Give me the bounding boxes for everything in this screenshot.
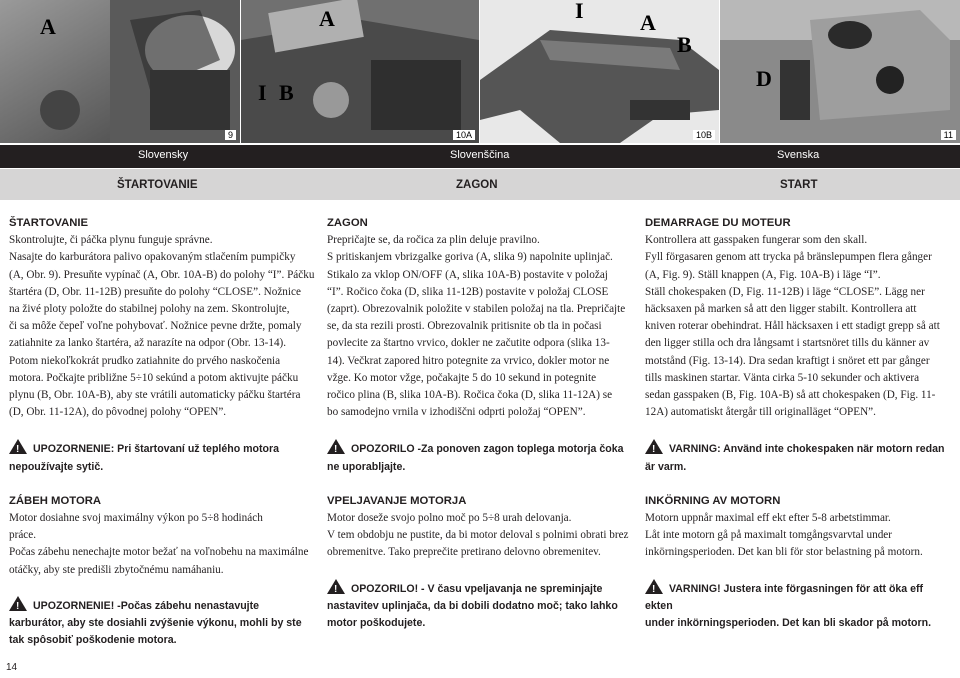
warning-triangle-icon xyxy=(9,596,27,611)
warning-text: VARNING! Justera inte förgasningen för att öka eff ekten xyxy=(645,582,924,612)
body-line: Fyll förgasaren genom att trycka på bränslepumpen flera gånger xyxy=(645,251,932,264)
warning-line: ne uporabljajte. xyxy=(327,460,406,473)
body-line: či sa môže čepeľ voľne pohybovať. Nožnice pevne držte, pomaly xyxy=(9,320,302,333)
body-line: bo samodejno vrnila v izhodiščni odprti položaj “OPEN”. xyxy=(327,406,586,419)
body-line: V tem obdobju ne pustite, da bi motor deloval s polnimi obrati brez xyxy=(327,529,629,542)
figure-label-a: A xyxy=(319,6,335,31)
language-label-slovak: Slovensky xyxy=(138,149,189,161)
body-line: “I”. Ročico čoka (D, slika 11-12B) postavite v položaj CLOSE xyxy=(327,285,609,298)
warning-line: karburátor, aby ste dosiahli zvýšenie výkonu, mohli by ste xyxy=(9,617,302,630)
body-line: Počas zábehu nenechajte motor bežať na voľnobehu na maximálne xyxy=(9,546,309,559)
section-title-swedish: START xyxy=(780,179,818,191)
body-line: vžge. Ko motor vžge, počakajte 5 do 10 sekund in potegnite xyxy=(327,371,597,384)
warning-line: motor poškodujete. xyxy=(327,617,426,630)
warning-line xyxy=(645,579,953,615)
body-line: Skontrolujte, či páčka plynu funguje správne. xyxy=(9,234,213,247)
column-subheading: VPELJAVANJE MOTORJA xyxy=(327,494,467,507)
column-subheading: ZÁBEH MOTORA xyxy=(9,494,102,507)
figure-label-b: B xyxy=(279,80,294,105)
column-swedish xyxy=(645,215,953,632)
body-line: Motorn uppnår maximal eff ekt efter 5-8 arbetstimmar. xyxy=(645,512,891,525)
body-line: ročico plina (B, slika 10A-B). Ročica čoka (D, slika 11-12A) se xyxy=(327,389,613,402)
warning-text: UPOZORNENIE: Pri štartovaní už teplého motora xyxy=(33,443,280,456)
body-line: 12A) automatiskt återgår till originalläget “OPEN”. xyxy=(645,406,876,419)
figure-label-i: I xyxy=(258,80,267,105)
section-bar xyxy=(0,169,960,200)
section-title-slovak: ŠTARTOVANIE xyxy=(117,179,198,191)
figure-10a xyxy=(241,0,479,143)
column-slovenian xyxy=(327,215,633,632)
body-line: Motor dosiahne svoj maximálny výkon po 5÷8 hodinách xyxy=(9,512,263,525)
figure-label-b: B xyxy=(677,32,692,57)
body-line: tills maskinen startar. Vänta cirka 5-10 sekunder och aktivera xyxy=(645,371,920,384)
body-line: obremenitve. Tako preprečite pretirano delovno obremenitev. xyxy=(327,546,601,559)
body-line: otáčky, aby ste predišli zbytočnému namáhaniu. xyxy=(9,563,224,576)
page-number: 14 xyxy=(6,662,18,673)
warning-text: OPOZORILO! - V času vpeljavanja ne spreminjajte xyxy=(351,582,603,595)
body-line: (D, Obr. 11-12A), do pôvodnej polohy “OPEN”. xyxy=(9,406,227,419)
warning-line xyxy=(327,439,633,458)
warning-triangle-icon xyxy=(9,439,27,454)
body-line: Låt inte motorn gå på maximalt tomgångsvarvtal under xyxy=(645,529,892,542)
figure-label-a: A xyxy=(640,10,656,35)
figure-number: 11 xyxy=(941,130,956,140)
figure-label-i: I xyxy=(575,0,584,23)
body-line: häcksaxen på marken så att den ligger stabilt. Kontrollera att xyxy=(645,303,917,316)
figure-label-d: D xyxy=(756,66,772,91)
body-line: práce. xyxy=(9,529,37,542)
body-line: plynu (B, Obr. 10A-B), aby ste vrátili automaticky páčku štartéra xyxy=(9,389,301,402)
body-line: sedan gasspaken (B, Fig. 10A-B) så att chokespaken (D, Fig. 11- xyxy=(645,389,936,402)
body-line: na živé ploty položte do stabilnej polohy na zem. Skontrolujte, xyxy=(9,303,290,316)
figure-9 xyxy=(0,0,240,143)
body-line: se, da sta rezili prosti. Obrezovalnik pritisnite ob tla in počasi xyxy=(327,320,602,333)
warning-triangle-icon xyxy=(645,579,663,594)
figure-11 xyxy=(720,0,960,143)
body-line: motora. Počkajte približne 5÷10 sekúnd a potom aktivujte páčku xyxy=(9,371,299,384)
warning-line: är varm. xyxy=(645,460,687,473)
figure-10a-image xyxy=(241,0,479,143)
body-line: (zaprt). Obrezovalnik položite v stabilen položaj na tla. Prepričajte xyxy=(327,303,626,316)
figure-number: 10B xyxy=(693,130,715,140)
warning-line xyxy=(327,579,633,598)
body-line: Potom niekoľkokrát prudko zatiahnite do prvého naskočenia xyxy=(9,354,281,367)
figure-label-a: A xyxy=(40,14,56,39)
warning-triangle-icon xyxy=(645,439,663,454)
body-line: S pritiskanjem vbrizgalke goriva (A, slika 9) napolnite uplinjač. xyxy=(327,251,613,264)
warning-line: tak spôsobiť poškodenie motora. xyxy=(9,634,177,647)
body-line: inkörningsperioden. Det kan bli för stor belastning på motorn. xyxy=(645,546,923,559)
body-line: zatiahnite za lanko štartéra, až narazíte na odpor (Obr. 13-14). xyxy=(9,337,287,350)
body-line: motstånd (Fig. 13-14). Dra sedan kraftigt i snöret ett par gånger xyxy=(645,354,930,367)
column-heading: ŠTARTOVANIE xyxy=(9,217,89,229)
warning-text: VARNING: Använd inte chokespaken när motorn redan xyxy=(669,443,945,456)
column-subheading: INKÖRNING AV MOTORN xyxy=(645,494,781,507)
body-line: 14). Večkrat zapored hitro potegnite za vrvico, dokler motor ne xyxy=(327,354,610,367)
column-slovak xyxy=(9,215,315,649)
body-line: povlecite za štartno vrvico, dokler ne začutite odpora (slika 13- xyxy=(327,337,610,350)
figure-number: 10A xyxy=(453,130,475,140)
language-label-slovenian: Slovenščina xyxy=(450,149,510,161)
warning-line xyxy=(645,439,953,458)
figure-number: 9 xyxy=(225,130,236,140)
figure-10b xyxy=(480,0,719,143)
warning-triangle-icon xyxy=(327,579,345,594)
body-line: štartéra (D, Obr. 11-12B) presuňte do polohy “CLOSE”. Nožnice xyxy=(9,285,301,298)
body-line: Prepričajte se, da ročica za plin deluje pravilno. xyxy=(327,234,540,247)
body-line: Stikalo za vklop ON/OFF (A, slika 10A-B) postavite v položaj xyxy=(327,268,608,281)
figure-strip xyxy=(0,0,960,143)
warning-line: nastavitev uplinjača, da bi dobili dodatno moč; tako lahko xyxy=(327,599,618,612)
language-label-swedish: Svenska xyxy=(777,149,820,161)
warning-text: OPOZORILO -Za ponoven zagon toplega motorja čoka xyxy=(351,443,624,456)
warning-line: nepoužívajte sytič. xyxy=(9,460,104,473)
warning-line: under inkörningsperioden. Det kan bli skador på motorn. xyxy=(645,617,932,630)
body-line: Motor doseže svojo polno moč po 5÷8 urah delovanja. xyxy=(327,512,572,525)
body-line: den ligger stilla och dra långsamt i startsnöret tills du känner av xyxy=(645,337,930,350)
column-heading: ZAGON xyxy=(327,217,368,229)
body-line: (A, Obr. 9). Presuňte vypínač (A, Obr. 10A-B) do polohy “I”. Páčku xyxy=(9,268,315,281)
body-line: (A, Fig. 9). Ställ knappen (A, Fig. 10A-B) i läge “I”. xyxy=(645,268,881,281)
section-title-slovenian: ZAGON xyxy=(456,179,498,191)
figure-10b-image xyxy=(480,0,719,143)
warning-line xyxy=(9,596,315,615)
body-line: Nasajte do karburátora palivo opakovaným stlačením pumpičky xyxy=(9,251,296,264)
warning-triangle-icon xyxy=(327,439,345,454)
body-line: kniven roterar obehindrat. Håll häcksaxen i ett stadigt grepp så att xyxy=(645,320,940,333)
body-line: Kontrollera att gasspaken fungerar som den skall. xyxy=(645,234,868,247)
body-line: Ställ chokespaken (D, Fig. 11-12B) i läge “CLOSE”. Lägg ner xyxy=(645,285,925,298)
warning-line xyxy=(9,439,315,458)
column-heading: DEMARRAGE DU MOTEUR xyxy=(645,217,791,229)
warning-text: UPOZORNENIE! -Počas zábehu nenastavujte xyxy=(33,599,260,612)
language-bar xyxy=(0,145,960,168)
figure-9-image xyxy=(0,0,240,143)
